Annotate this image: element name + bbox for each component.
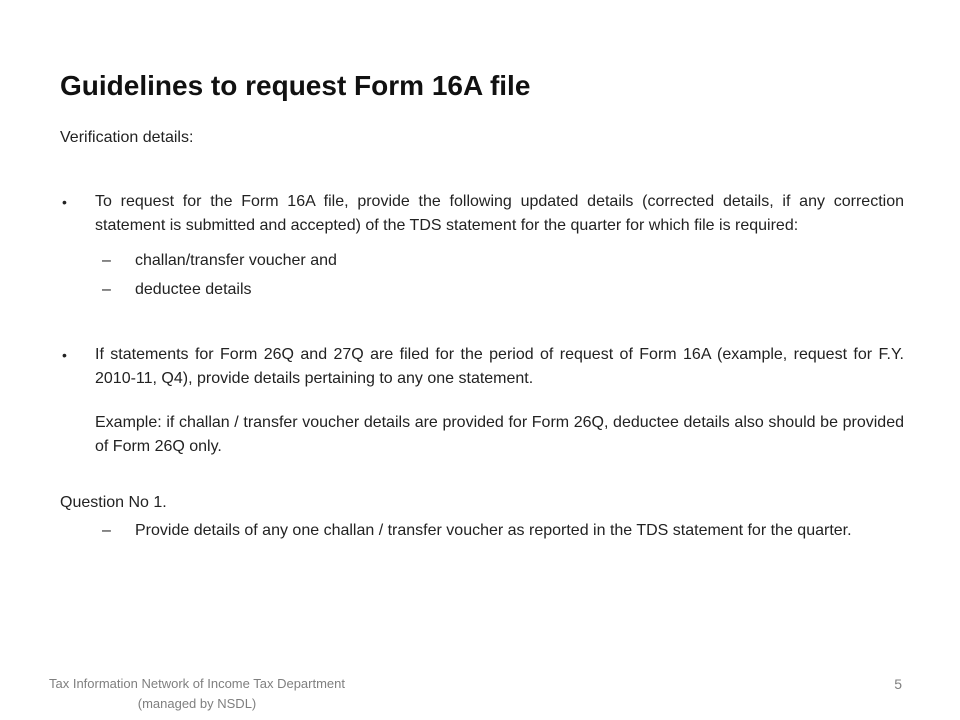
bullet-text: If statements for Form 26Q and 27Q are filed for the period of request of Form 16A (example, request for F.Y. 2010-11, Q4), provide details pertaining to any one statement. [95, 346, 904, 387]
sub-bullet-text: challan/transfer voucher and [135, 252, 337, 269]
question-detail-text: Provide details of any one challan / transfer voucher as reported in the TDS statement for the quarter. [135, 522, 852, 539]
dash-icon: – [102, 252, 111, 269]
intro-text: Verification details: [60, 129, 194, 146]
bullet-item [60, 343, 904, 391]
question-detail-item [60, 519, 904, 543]
question-heading: Question No 1. [60, 494, 167, 511]
dash-icon: – [102, 281, 111, 298]
footer-organization [12, 674, 382, 714]
bullet-text: To request for the Form 16A file, provide the following updated details (corrected details, if any correction statement is submitted and accepted) of the TDS statement for the quarter for which file is required: [95, 193, 904, 234]
sub-bullet-item [60, 249, 904, 273]
bullet-icon: • [62, 347, 67, 363]
sub-bullet-text: deductee details [135, 281, 252, 298]
example-text: Example: if challan / transfer voucher details are provided for Form 26Q, deductee details also should be provided of Form 26Q only. [95, 414, 904, 455]
sub-bullet-item [60, 278, 904, 302]
bullet-item [60, 190, 904, 238]
slide-body [60, 126, 904, 543]
slide-title: Guidelines to request Form 16A file [60, 70, 531, 101]
footer-line-2: (managed by NSDL) [137, 696, 257, 711]
footer-line-1: Tax Information Network of Income Tax Department [49, 676, 345, 691]
bullet-icon: • [62, 194, 67, 210]
dash-icon: – [102, 522, 111, 539]
page-number: 5 [894, 676, 902, 692]
